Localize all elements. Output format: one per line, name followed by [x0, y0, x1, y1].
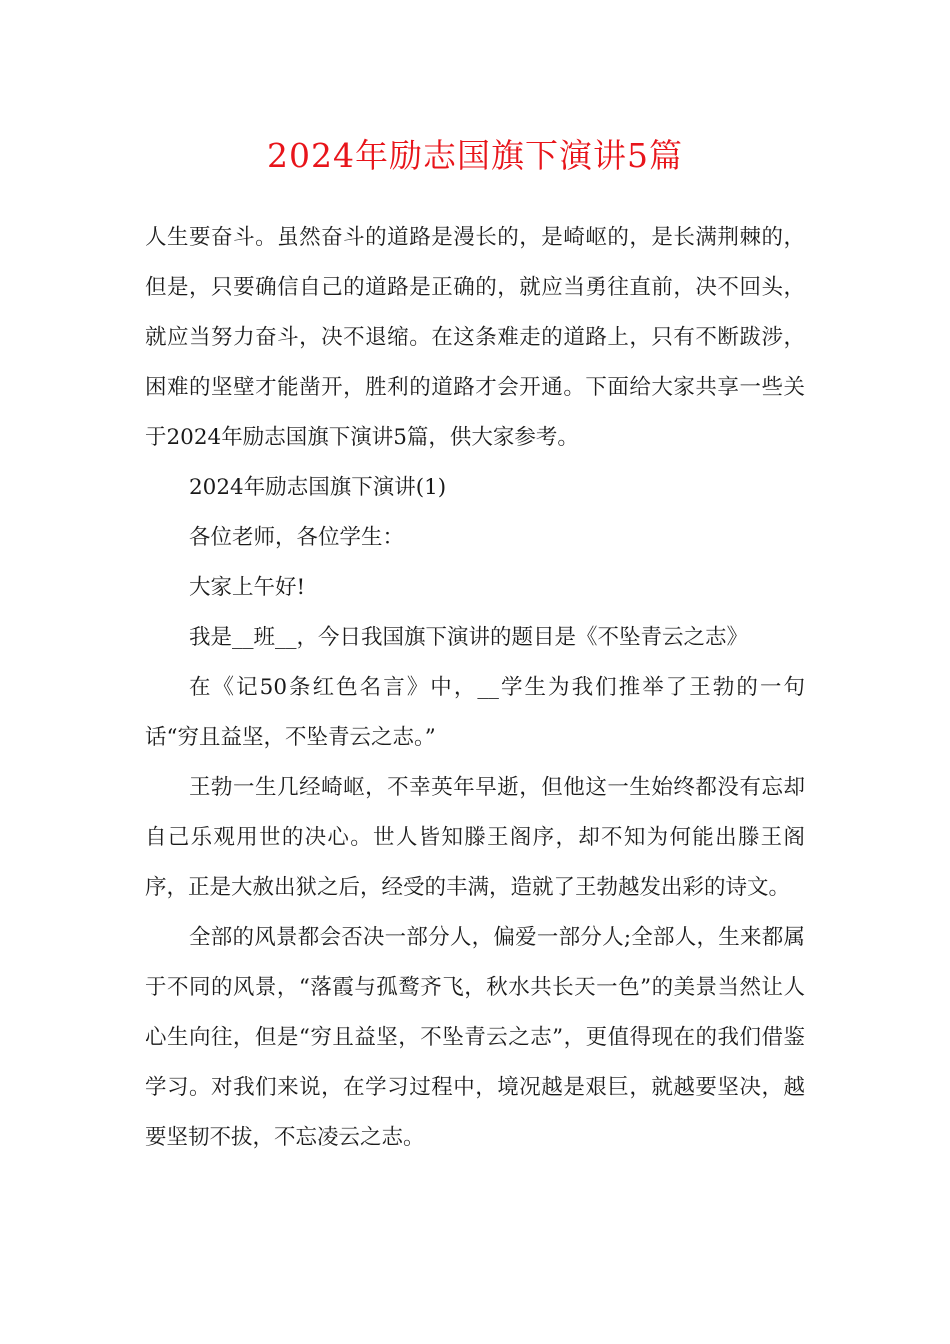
scenery-paragraph: 全部的风景都会否决一部分人，偏爱一部分人;全部人，生来都属于不同的风景，“落霞与孤鹜齐飞，秋水共长天一色”的美景当然让人心生向往，但是“穷且益坚，不坠青云之志”，更值得现在的我们借鉴学习。对我们来说，在学习过程中，境况越是艰巨，就越要坚决，越要坚韧不拔，不忘凌云之志。 — [145, 925, 805, 1150]
document-body — [145, 213, 805, 1163]
intro-paragraph: 人生要奋斗。虽然奋斗的道路是漫长的，是崎岖的，是长满荆棘的，但是，只要确信自己的道路是正确的，就应当勇往直前，决不回头，就应当努力奋斗，决不退缩。在这条难走的道路上，只有不断跋涉，困难的坚壁才能凿开，胜利的道路才会开通。下面给大家共享一些关于2024年励志国旗下演讲5篇，供大家参考。 — [145, 225, 805, 450]
document-title: 2024年励志国旗下演讲5篇 — [267, 136, 683, 175]
speech-topic-paragraph: 我是__班__，今日我国旗下演讲的题目是《不坠青云之志》 — [189, 625, 749, 650]
salutation: 各位老师，各位学生： — [189, 525, 405, 550]
speech-heading: 2024年励志国旗下演讲(1) — [189, 475, 447, 500]
quote-paragraph: 在《记50条红色名言》中，__学生为我们推举了王勃的一句话“穷且益坚，不坠青云之志。” — [145, 675, 805, 750]
wang-bo-paragraph: 王勃一生几经崎岖，不幸英年早逝，但他这一生始终都没有忘却自己乐观用世的决心。世人皆知滕王阁序，却不知为何能出滕王阁序，正是大赦出狱之后，经受的丰满，造就了王勃越发出彩的诗文。 — [145, 775, 805, 900]
greeting: 大家上午好! — [189, 575, 306, 600]
